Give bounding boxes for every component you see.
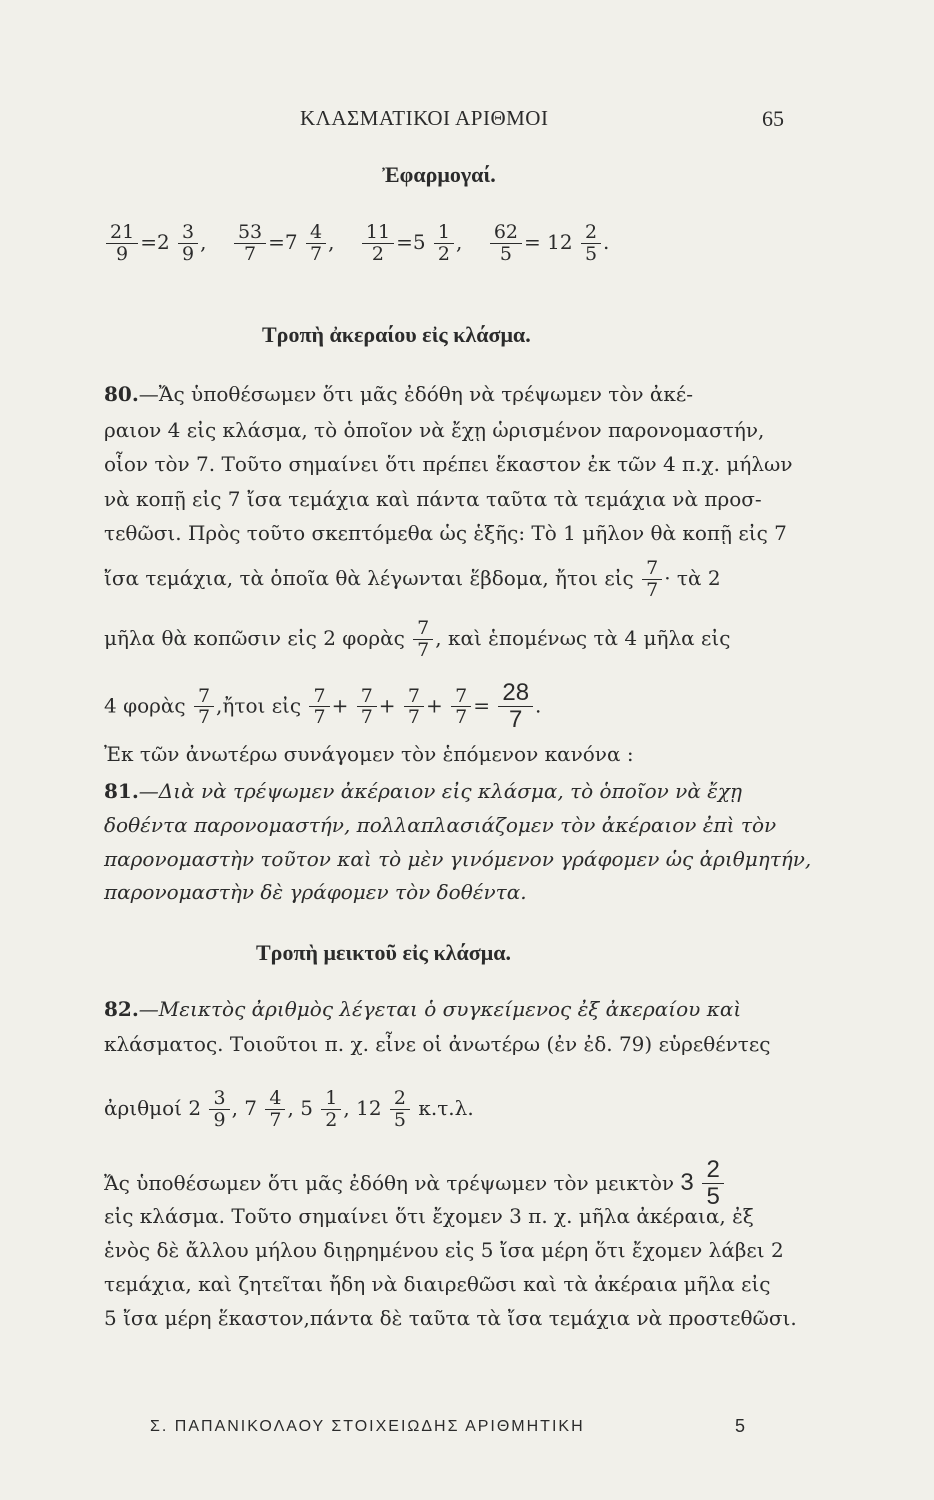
fraction: $\frac{7}{7}$ — [194, 686, 214, 729]
fraction: $\frac{1}{2}$ — [321, 1088, 341, 1131]
rule-text-line: παρονομαστὴν τοῦτον καὶ τὸ μὲν γινόμενον γράφομεν ὡς ἀριθμητήν, — [104, 847, 812, 871]
text-line: τεμάχια, καὶ ζητεῖται ἤδη νὰ διαιρεθῶσι καὶ τὰ ἀκέραια μῆλα εἰς — [104, 1272, 771, 1296]
text-line: 82.—Μεικτὸς ἀριθμὸς λέγεται ὁ συγκείμενος ἐξ ἀκεραίου καὶ — [104, 997, 742, 1021]
fraction: $\frac{7}{7}$ — [413, 618, 433, 661]
fraction: $\frac{21}{9}$ — [106, 222, 138, 265]
fraction: $\frac{4}{7}$ — [306, 222, 326, 265]
fraction: $\frac{7}{7}$ — [309, 686, 329, 729]
running-header: ΚΛΑΣΜΑΤΙΚΟΙ ΑΡΙΘΜΟΙ — [300, 106, 549, 130]
page-number: 65 — [762, 106, 784, 131]
fraction: $\frac{2}{5}$ — [702, 1157, 723, 1211]
text-line: κλάσματος. Τοιοῦτοι π. χ. εἶνε οἱ ἀνωτέρω (ἐν ἐδ. 79) εὑρεθέντες — [104, 1032, 771, 1056]
text-line: οἷον τὸν 7. Τοῦτο σημαίνει ὅτι πρέπει ἕκαστον ἐκ τῶν 4 π.χ. μήλων — [104, 452, 793, 476]
text-line: 5 ἴσα μέρη ἕκαστον,πάντα δὲ ταῦτα τὰ ἴσα τεμάχια νὰ προστεθῶσι. — [104, 1306, 797, 1330]
text-line: Ἄς ὑποθέσωμεν ὅτι μᾶς ἐδόθη νὰ τρέψωμεν τὸν μεικτὸν 3 $\frac{2}{5}$ — [104, 1157, 726, 1211]
fraction: $\frac{4}{7}$ — [265, 1088, 285, 1131]
text-line: 4 φορὰς $\frac{7}{7}$ ,ἤτοι εἰς $\frac{7}{7}$ + $\frac{7}{7}$ + $\frac{7}{7}$ + $\frac{7}{7}$ = $\frac{28}{7}$ . — [104, 679, 542, 734]
fraction: $\frac{7}{7}$ — [451, 686, 471, 729]
rule-text-line: δοθέντα παρονομαστήν, πολλαπλασιάζομεν τὸν ἀκέραιον ἐπὶ τὸν — [104, 813, 777, 837]
fraction: $\frac{11}{2}$ — [362, 222, 394, 265]
text-line: Ἐκ τῶν ἀνωτέρω συνάγομεν τὸν ἑπόμενον κανόνα : — [104, 742, 634, 766]
text-line: 80.—Ἄς ὑποθέσωμεν ὅτι μᾶς ἐδόθη νὰ τρέψωμεν τὸν ἀκέ- — [104, 382, 693, 406]
fraction: $\frac{53}{7}$ — [234, 222, 266, 265]
text-line: ἑνὸς δὲ ἄλλου μήλου διῃρημένου εἰς 5 ἴσα μέρη ὅτι ἔχομεν λάβει 2 — [104, 1238, 784, 1262]
section-number: 80. — [104, 382, 139, 406]
rule-text-line: παρονομαστὴν δὲ γράφομεν τὸν δοθέντα. — [104, 880, 527, 904]
section-82-heading: Τροπὴ μεικτοῦ εἰς κλάσμα. — [256, 940, 511, 965]
fraction: $\frac{2}{5}$ — [581, 222, 601, 265]
section-80-heading: Τροπὴ ἀκεραίου εἰς κλάσμα. — [262, 322, 531, 347]
applications-equations: $\frac{21}{9}$ =2 $\frac{3}{9}$ , $\frac{53}{7}$ =7 $\frac{4}{7}$ , $\frac{11}{2}$ =5 $\frac{1}{2}$ , $\frac{62}{5}$ = 12 $\frac{2}{5}$ . — [104, 222, 609, 265]
rule-text-line: 81.—Διὰ νὰ τρέψωμεν ἀκέραιον εἰς κλάσμα, τὸ ὁποῖον νὰ ἔχῃ — [104, 779, 743, 803]
section-number: 82. — [104, 997, 139, 1021]
fraction: $\frac{1}{2}$ — [434, 222, 454, 265]
text-line: νὰ κοπῇ εἰς 7 ἴσα τεμάχια καὶ πάντα ταῦτα τὰ τεμάχια νὰ προσ- — [104, 487, 762, 511]
applications-heading: Ἐφαρμογαί. — [382, 162, 496, 187]
fraction: $\frac{7}{7}$ — [357, 686, 377, 729]
text-line: τεθῶσι. Πρὸς τοῦτο σκεπτόμεθα ὡς ἑξῆς: Τὸ 1 μῆλον θὰ κοπῇ εἰς 7 — [104, 521, 787, 545]
section-number: 81. — [104, 779, 139, 803]
result-fraction: $\frac{28}{7}$ — [498, 680, 533, 734]
fraction: $\frac{2}{5}$ — [390, 1088, 410, 1131]
text-line: ἀριθμοί 2 $\frac{3}{9}$ , 7 $\frac{4}{7}$ , 5 $\frac{1}{2}$ , 12 $\frac{2}{5}$ κ.τ.λ. — [104, 1087, 474, 1131]
text-line: εἰς κλάσμα. Τοῦτο σημαίνει ὅτι ἔχομεν 3 π. χ. μῆλα ἀκέραια, ἐξ — [104, 1204, 754, 1228]
signature-mark: 5 — [735, 1416, 746, 1436]
text-line: ἴσα τεμάχια, τὰ ὁποῖα θὰ λέγωνται ἕβδομα, ἤτοι εἰς $\frac{7}{7}$ · τὰ 2 — [104, 557, 721, 601]
fraction: $\frac{62}{5}$ — [490, 222, 522, 265]
fraction: $\frac{3}{9}$ — [209, 1088, 229, 1131]
fraction: $\frac{7}{7}$ — [404, 686, 424, 729]
text-line: μῆλα θὰ κοπῶσιν εἰς 2 φορὰς $\frac{7}{7}$ , καὶ ἑπομένως τὰ 4 μῆλα εἰς — [104, 617, 731, 661]
footer-signature: Σ. ΠΑΠΑΝΙΚΟΛΑΟΥ ΣΤΟΙΧΕΙΩΔΗΣ ΑΡΙΘΜΗΤΙΚΗ — [150, 1418, 585, 1435]
mixed-number: 3 $\frac{2}{5}$ — [680, 1169, 725, 1196]
fraction: $\frac{7}{7}$ — [642, 558, 662, 601]
fraction: $\frac{3}{9}$ — [178, 222, 198, 265]
text-line: ραιον 4 εἰς κλάσμα, τὸ ὁποῖον νὰ ἔχῃ ὡρισμένον παρονομαστήν, — [104, 418, 765, 442]
